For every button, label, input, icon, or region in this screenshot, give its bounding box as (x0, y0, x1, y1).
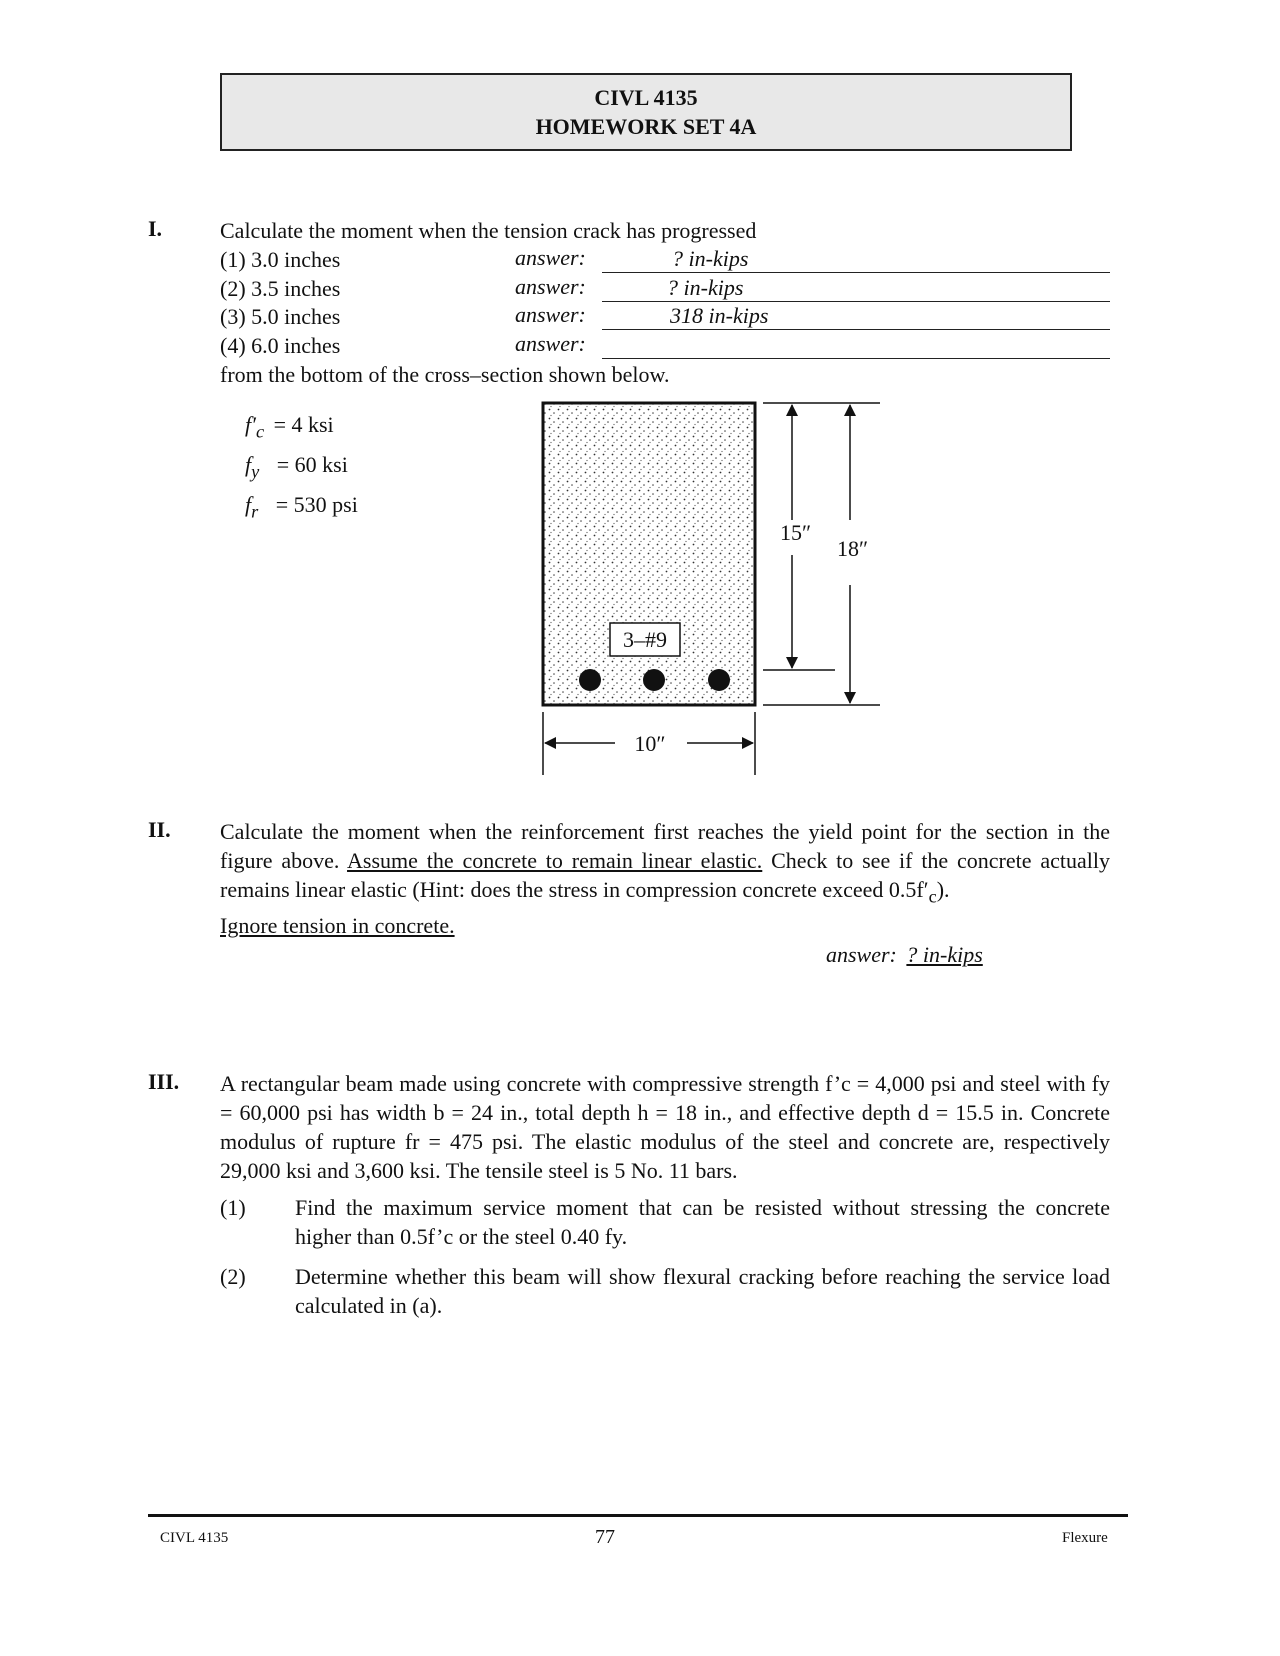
item-3-label: (3) 5.0 inches (220, 304, 341, 329)
problem-2-answer: answer: ? in-kips (826, 942, 983, 967)
depth-d-label: 15″ (780, 520, 812, 545)
item-3-answer-label: answer: (515, 302, 586, 327)
item-1-answer: ? in-kips (672, 246, 749, 271)
problem-3-text: A rectangular beam made using concrete with compressive strength f’c = 4,000 psi and steel with fy = 60,000 psi has width b = 24 in., total depth h = 18 in., and effective depth d = 15.5 in. Concrete modulus of rupture fr = 475 psi. The elastic modulus of the steel and concrete are, respectively 29,000 ksi and 3,600 ksi. The tensile steel is 5 No. 11 bars. (220, 1071, 1110, 1183)
concrete-section (543, 403, 755, 705)
item-1-answer-label: answer: (515, 245, 586, 270)
rebar-label: 3–#9 (623, 627, 667, 652)
item-4-answer-line (602, 331, 1110, 359)
rebar-1 (579, 669, 601, 691)
item-2-answer: ? in-kips (667, 275, 744, 300)
footer-section: Flexure (1062, 1530, 1108, 1546)
part-1-number: (1) (220, 1195, 246, 1220)
homework-title: HOMEWORK SET 4A (535, 114, 757, 139)
item-2-answer-line (602, 274, 1110, 302)
rebar-2 (643, 669, 665, 691)
problem-3-number: III. (148, 1069, 180, 1094)
item-4-label: (4) 6.0 inches (220, 333, 341, 358)
title-box (220, 73, 1072, 151)
problem-2-text: Calculate the moment when the reinforcement first reaches the yield point for the section in the figure above. Assume the concrete to remain linear elastic. Check to see if the concrete actually remains linear elastic (Hint: does the stress in compression concrete exceed $0.5f'_c$). Ignore tension in concrete. (220, 819, 1110, 939)
part-2-text: Determine whether this beam will show flexural cracking before reaching the service load calculated in (a). (295, 1264, 1110, 1318)
page-number: 77 (595, 1526, 615, 1548)
item-4-answer-label: answer: (515, 331, 586, 356)
prop-fc: $f'_c = 4$ ksi (245, 412, 334, 442)
footer-course: CIVL 4135 (160, 1530, 229, 1546)
item-2-label: (2) 3.5 inches (220, 276, 341, 301)
prop-fy: $f_y = 60$ ksi (245, 452, 348, 482)
item-2-answer-label: answer: (515, 274, 586, 299)
problem-1-number: I. (148, 216, 163, 241)
beam-cross-section (530, 390, 910, 780)
problem-2-number: II. (148, 817, 171, 842)
part-1-text: Find the maximum service moment that can be resisted without stressing the concrete higher than 0.5f’c or the steel 0.40 fy. (295, 1195, 1110, 1249)
prop-fr: $f_r = 530$ psi (245, 492, 358, 522)
problem-1-outro: from the bottom of the cross–section shown below. (220, 362, 670, 387)
footer-rule (148, 1514, 1128, 1517)
item-1-answer-line (602, 245, 1110, 273)
course-title: CIVL 4135 (594, 85, 698, 110)
width-b-label: 10″ (634, 731, 666, 756)
item-3-answer-line (602, 302, 1110, 330)
item-1-label: (1) 3.0 inches (220, 247, 341, 272)
depth-h-label: 18″ (837, 536, 869, 561)
item-3-answer: 318 in-kips (670, 303, 769, 328)
problem-1-intro: Calculate the moment when the tension crack has progressed (220, 218, 757, 243)
rebar-3 (708, 669, 730, 691)
part-2-number: (2) (220, 1264, 246, 1289)
